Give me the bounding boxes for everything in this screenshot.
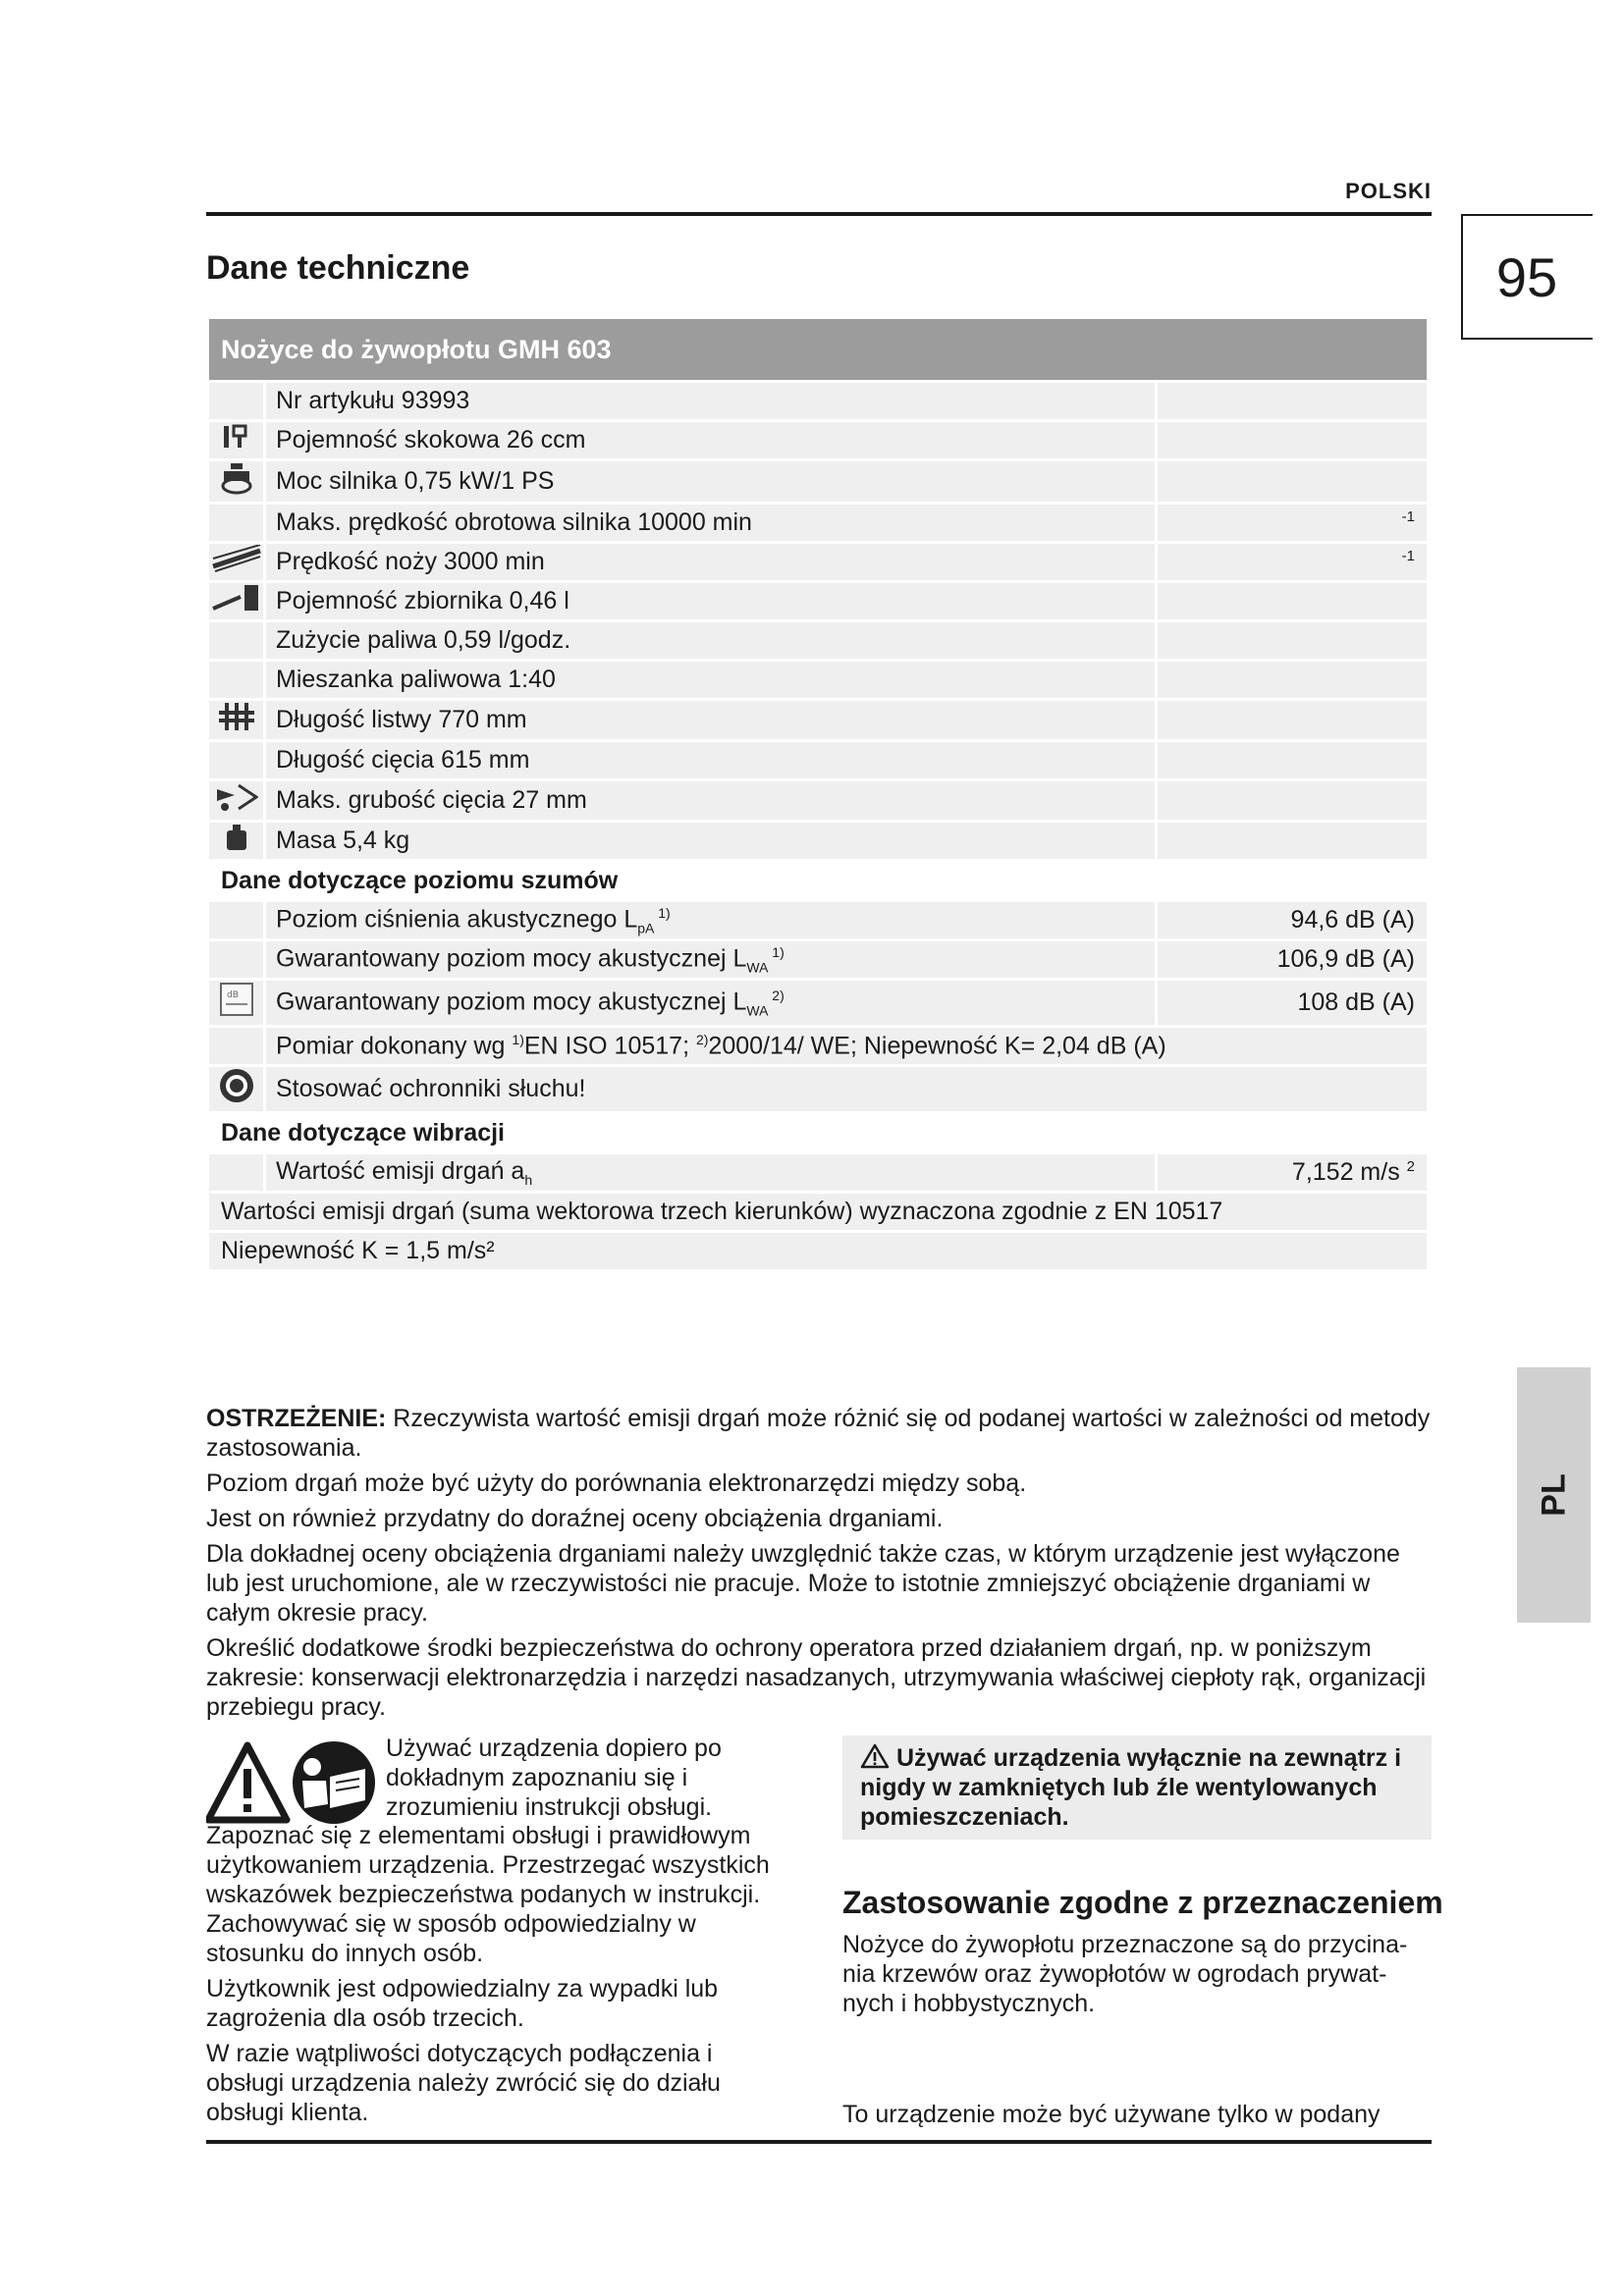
noise-label-text: Gwarantowany poziom mocy akustycznej L bbox=[276, 944, 747, 973]
spec-value bbox=[1157, 741, 1429, 780]
spec-label: Moc silnika 0,75 kW/1 PS bbox=[265, 460, 1157, 504]
spec-value bbox=[1157, 382, 1429, 421]
spec-label: Prędkość noży 3000 min bbox=[265, 543, 1157, 582]
spec-table-header bbox=[208, 318, 1429, 382]
spec-value bbox=[1157, 661, 1429, 700]
svg-text:dB: dB bbox=[226, 990, 239, 1000]
bar-length-icon bbox=[208, 700, 265, 741]
spec-row bbox=[208, 582, 1429, 621]
spec-label: Długość listwy 770 mm bbox=[265, 700, 1157, 741]
spec-row bbox=[208, 661, 1429, 700]
noise-heading: Dane dotyczące poziomu szumów bbox=[208, 861, 1429, 901]
spec-row bbox=[208, 543, 1429, 582]
ventilation-notice-text: Używać urządzenia wyłącznie na zewnątrz i nigdy w zamkniętych lub źle wentylowanych pomieszczeniach. bbox=[860, 1744, 1402, 1831]
spec-value bbox=[1157, 421, 1429, 460]
spec-value bbox=[1157, 700, 1429, 741]
measurement-standard: EN ISO 10517; bbox=[523, 1032, 696, 1060]
uncertainty-note-row bbox=[208, 1232, 1429, 1271]
vibration-note: Wartości emisji drgań (suma wektorowa trzech kierunków) wyznaczona zgodnie z EN 10517 bbox=[208, 1193, 1429, 1232]
vibration-heading: Dane dotyczące wibracji bbox=[208, 1113, 1429, 1153]
measurement-row bbox=[208, 1027, 1429, 1066]
measurement-text bbox=[265, 1027, 1429, 1066]
spec-label: Zużycie paliwa 0,59 l/godz. bbox=[265, 621, 1157, 661]
ventilation-notice bbox=[860, 1743, 1420, 1832]
spec-exponent: -1 bbox=[1401, 508, 1415, 525]
measurement-directive: 2000/14/ WE; Niepewność K= 2,04 dB (A) bbox=[708, 1032, 1166, 1060]
section-title: Dane techniczne bbox=[206, 249, 470, 287]
fuel-tank-icon bbox=[208, 582, 265, 621]
warning-small-icon bbox=[860, 1744, 896, 1772]
noise-value: 108 dB (A) bbox=[1157, 980, 1429, 1027]
spec-label: Długość cięcia 615 mm bbox=[265, 741, 1157, 780]
noise-footnote: 2) bbox=[768, 987, 785, 1003]
vibration-label-text: Wartość emisji drgań a bbox=[276, 1157, 525, 1185]
spec-value bbox=[1157, 460, 1429, 504]
noise-label-subscript: pA bbox=[637, 920, 655, 936]
warning-text: Rzeczywista wartość emisji drgań może różnić się od podanej wartości w zależności od metody zastosowania. bbox=[206, 1405, 1431, 1462]
spec-row bbox=[208, 421, 1429, 460]
warning-triangle-icon bbox=[208, 1745, 287, 1820]
spec-value bbox=[1157, 504, 1429, 543]
vibration-label bbox=[265, 1153, 1157, 1193]
spec-row bbox=[208, 741, 1429, 780]
measurement-footnote: 1) bbox=[512, 1031, 524, 1047]
uncertainty-note: Niepewność K = 1,5 m/s² bbox=[208, 1232, 1429, 1271]
left-paragraph: W razie wątpliwości dotyczących podłączenia i obsługi urządzenia należy zwrócić się do działu obsługi klienta. bbox=[206, 2040, 721, 2126]
left-paragraph: Użytkownik jest odpowiedzialny za wypadki lub zagrożenia dla osób trzecich. bbox=[206, 1975, 719, 2032]
warning-paragraph: Dla dokładnej oceny obciążenia drganiami należy uwzględnić także czas, w którym urządzenie jest wyłączone lub jest uruchomione, ale w rzeczywistości nie pracuje. Może to istotnie zmniejszyć obciążenie drganiami w całym okresie pracy. bbox=[206, 1540, 1400, 1627]
spec-row bbox=[208, 700, 1429, 741]
spec-label: Maks. grubość cięcia 27 mm bbox=[265, 780, 1157, 822]
icon-cell bbox=[208, 1153, 265, 1193]
spec-table bbox=[206, 316, 1430, 1272]
measurement-prefix: Pomiar dokonany wg bbox=[276, 1032, 513, 1060]
blade-icon bbox=[208, 543, 265, 582]
warning-paragraph: Poziom drgań może być użyty do porównania elektronarzędzi między sobą. bbox=[206, 1469, 1027, 1497]
measurement-footnote: 2) bbox=[695, 1031, 709, 1047]
bottom-rule bbox=[206, 2140, 1432, 2144]
vibration-value-exponent: 2 bbox=[1406, 1158, 1415, 1175]
noise-value: 106,9 dB (A) bbox=[1157, 940, 1429, 980]
warning-paragraph: Określić dodatkowe środki bezpieczeństwa do ochrony operatora przed działaniem drgań, np. w poniższym zakresie: konserwacji elektronarzędzia i narzędzi nasadzanych, utrzymywania właściwej ciepłoty rąk, organizacji przebiegu pracy. bbox=[206, 1634, 1427, 1721]
vibration-heading-row bbox=[208, 1113, 1429, 1153]
cut-thickness-icon bbox=[208, 780, 265, 822]
icon-cell bbox=[208, 382, 265, 421]
safety-icons bbox=[206, 1739, 381, 1828]
hearing-protection-icon bbox=[208, 1066, 265, 1113]
spec-row bbox=[208, 621, 1429, 661]
noise-label-subscript: WA bbox=[746, 1002, 769, 1019]
spec-label: Maks. prędkość obrotowa silnika 10000 min bbox=[265, 504, 1157, 543]
icon-cell bbox=[208, 940, 265, 980]
icon-cell bbox=[208, 741, 265, 780]
read-manual-icon bbox=[293, 1741, 375, 1824]
engine-power-icon bbox=[208, 460, 265, 504]
hearing-text: Stosować ochronniki słuchu! bbox=[265, 1066, 1429, 1113]
noise-label-text: Poziom ciśnienia akustycznego L bbox=[276, 905, 638, 934]
spec-label: Pojemność zbiornika 0,46 l bbox=[265, 582, 1157, 621]
engine-displacement-icon bbox=[208, 421, 265, 460]
spec-label: Mieszanka paliwowa 1:40 bbox=[265, 661, 1157, 700]
noise-label bbox=[265, 901, 1157, 940]
spec-value bbox=[1157, 621, 1429, 661]
noise-row bbox=[208, 940, 1429, 980]
noise-label-subscript: WA bbox=[746, 959, 769, 976]
vibration-label-subscript: h bbox=[524, 1172, 533, 1188]
icon-cell bbox=[208, 1027, 265, 1066]
spec-row bbox=[208, 382, 1429, 421]
noise-label-icon bbox=[208, 980, 265, 1027]
left-column bbox=[206, 1821, 785, 2133]
noise-heading-row bbox=[208, 861, 1429, 901]
spec-exponent: -1 bbox=[1401, 548, 1415, 564]
intended-use-text: Nożyce do żywopłotu przeznaczone są do przycina- nia krzewów oraz żywopłotów w ogrodach prywat- nych i hobbystycznych. bbox=[842, 1931, 1408, 2017]
spec-label: Nr artykułu 93993 bbox=[265, 382, 1157, 421]
icon-cell bbox=[208, 504, 265, 543]
icon-cell bbox=[208, 661, 265, 700]
noise-value: 94,6 dB (A) bbox=[1157, 901, 1429, 940]
spec-value bbox=[1157, 543, 1429, 582]
left-paragraph: Zapoznać się z elementami obsługi i prawidłowym użytkowaniem urządzenia. Przestrzegać wszystkich wskazówek bezpieczeństwa podanych w instrukcji. Zachowywać się w sposób odpowiedzialny w stosunku do innych osób. bbox=[206, 1822, 770, 1967]
continuation-text: To urządzenie może być używane tylko w podany bbox=[842, 2101, 1380, 2128]
page-number: 95 bbox=[1495, 246, 1558, 308]
top-rule bbox=[206, 212, 1432, 216]
spec-value bbox=[1157, 822, 1429, 861]
spec-value bbox=[1157, 582, 1429, 621]
intended-use-heading: Zastosowanie zgodne z przeznaczeniem bbox=[842, 1885, 1443, 1920]
spec-row bbox=[208, 460, 1429, 504]
vibration-warning bbox=[206, 1404, 1432, 1728]
noise-footnote: 1) bbox=[654, 904, 671, 921]
spec-value bbox=[1157, 780, 1429, 822]
noise-label-text: Gwarantowany poziom mocy akustycznej L bbox=[276, 988, 747, 1016]
spec-label: Pojemność skokowa 26 ccm bbox=[265, 421, 1157, 460]
spec-label: Masa 5,4 kg bbox=[265, 822, 1157, 861]
language-tab-label: PL bbox=[1535, 1473, 1572, 1517]
hearing-row bbox=[208, 1066, 1429, 1113]
vibration-row bbox=[208, 1153, 1429, 1193]
language-header: POLSKI bbox=[1345, 179, 1432, 203]
spec-table-title: Nożyce do żywopłotu GMH 603 bbox=[208, 318, 1429, 382]
weight-icon bbox=[208, 822, 265, 861]
icon-cell bbox=[208, 901, 265, 940]
warning-paragraph: Jest on również przydatny do doraźnej oceny obciążenia drganiami. bbox=[206, 1505, 944, 1532]
vibration-note-row bbox=[208, 1193, 1429, 1232]
noise-footnote: 1) bbox=[768, 943, 785, 960]
icon-cell bbox=[208, 621, 265, 661]
manual-intro: Używać urządzenia dopiero po dokładnym zapoznaniu się i zrozumieniu instrukcji obsługi. bbox=[386, 1735, 722, 1821]
vibration-value bbox=[1157, 1153, 1429, 1193]
spec-row bbox=[208, 822, 1429, 861]
spec-row bbox=[208, 504, 1429, 543]
vibration-value-text: 7,152 m/s bbox=[1291, 1158, 1407, 1186]
noise-label bbox=[265, 980, 1157, 1027]
noise-row bbox=[208, 980, 1429, 1027]
warning-label: OSTRZEŻENIE: bbox=[206, 1405, 387, 1432]
noise-row bbox=[208, 901, 1429, 940]
noise-label bbox=[265, 940, 1157, 980]
spec-row bbox=[208, 780, 1429, 822]
